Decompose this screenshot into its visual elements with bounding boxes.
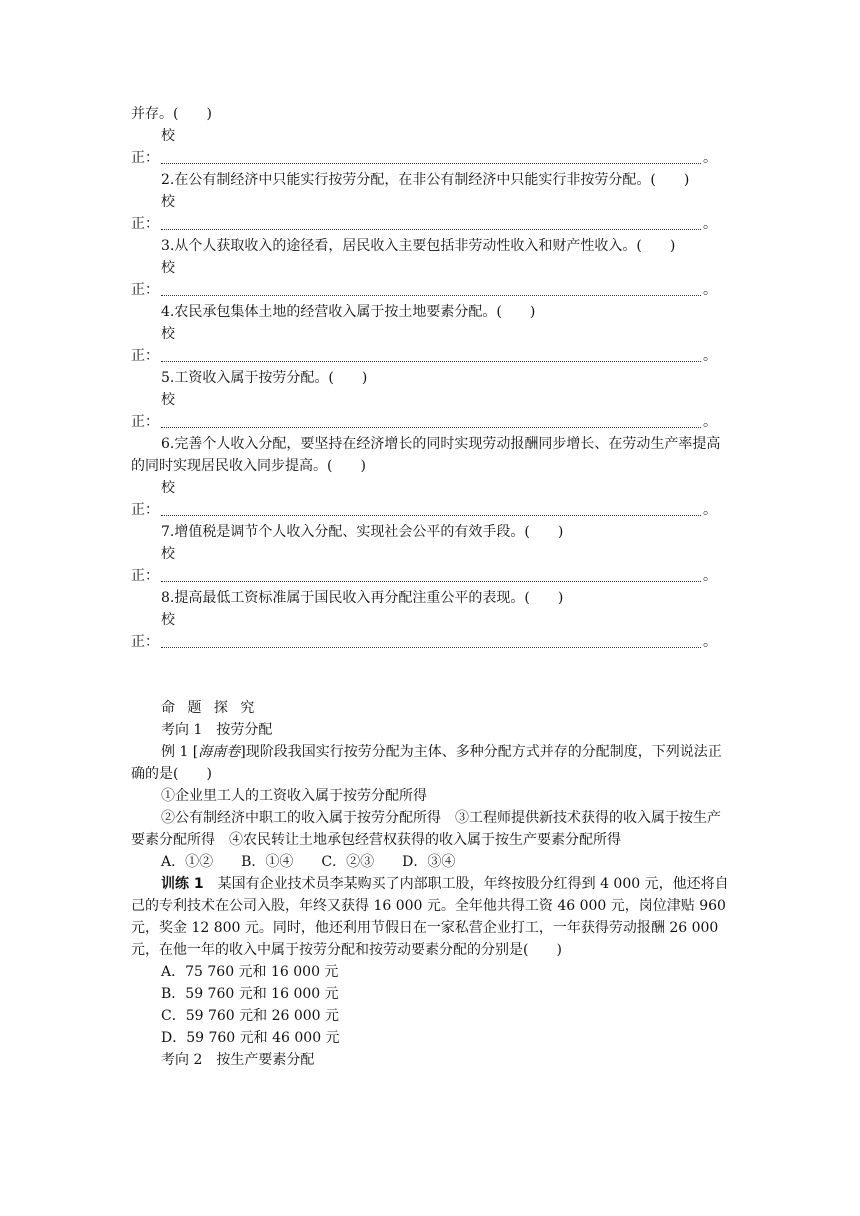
training-1-option-c: C．59 760 元和 26 000 元 <box>161 1008 340 1024</box>
correction-end: 。 <box>703 282 717 298</box>
correction-prefix: 正： <box>131 568 159 584</box>
statement-7: 7.增值税是调节个人收入分配、实现社会公平的有效手段。( ) <box>161 524 564 540</box>
correction-end: 。 <box>703 634 717 650</box>
dotted-answer-line <box>161 163 701 164</box>
correction-label-2: 校 <box>161 194 175 210</box>
example-1-source: 海南卷 <box>198 744 241 760</box>
correction-prefix: 正： <box>131 502 159 518</box>
correction-line-1[interactable] <box>131 147 717 169</box>
correction-prefix: 正： <box>131 414 159 430</box>
correction-label-3: 校 <box>161 260 175 276</box>
example-1-prefix: 例 1 [ <box>161 744 199 760</box>
correction-end: 。 <box>703 414 717 430</box>
correction-prefix: 正： <box>131 634 159 650</box>
correction-line-8[interactable] <box>131 631 717 653</box>
dotted-answer-line <box>161 647 701 648</box>
dotted-answer-line <box>161 427 701 428</box>
dotted-answer-line <box>161 361 701 362</box>
correction-label-7: 校 <box>161 546 175 562</box>
correction-prefix: 正： <box>131 150 159 166</box>
dotted-answer-line <box>161 581 701 582</box>
dotted-answer-line <box>161 295 701 296</box>
correction-label-8: 校 <box>161 612 175 628</box>
statement-6: 6.完善个人收入分配，要坚持在经济增长的同时实现劳动报酬同步增长、在劳动生产率提高的同时实现居民收入同步提高。( ) <box>131 436 721 474</box>
training-1-option-a: A．75 760 元和 16 000 元 <box>161 964 339 980</box>
correction-end: 。 <box>703 150 717 166</box>
correction-end: 。 <box>703 216 717 232</box>
correction-line-7[interactable] <box>131 565 717 587</box>
training-1-label: 训练 1 <box>161 876 204 892</box>
dotted-answer-line <box>161 515 701 516</box>
correction-label-5: 校 <box>161 392 175 408</box>
correction-line-4[interactable] <box>131 345 717 367</box>
correction-line-5[interactable] <box>131 411 717 433</box>
statement-1-fragment: 并存。( ) <box>131 106 212 122</box>
section-heading: 命 题 探 究 <box>161 700 259 716</box>
example-1-text: ]现阶段我国实行按劳分配为主体、多种分配方式并存的分配制度，下列说法正确的是( ) <box>131 744 722 782</box>
statement-3: 3.从个人获取收入的途径看，居民收入主要包括非劳动性收入和财产性收入。( ) <box>161 238 676 254</box>
statement-4: 4.农民承包集体土地的经营收入属于按土地要素分配。( ) <box>161 304 536 320</box>
direction-1-title: 考向 1 按劳分配 <box>161 722 273 738</box>
direction-2-title: 考向 2 按生产要素分配 <box>161 1052 315 1068</box>
section-gap <box>131 653 731 697</box>
training-1-text: 某国有企业技术员李某购买了内部职工股，年终按股分红得到 4 000 元，他还将自己的专利技术在公司入股，年终又获得 16 000 元。全年他共得工资 46 000 元，岗位津贴 960 元，奖金 12 800 元。同时，他还利用节假日在一家私营企业打工，一年获得劳动报酬 26 000 元，在他一年的收入中属于按劳分配和按劳动要素分配的分别是( ) <box>131 876 729 958</box>
statement-5: 5.工资收入属于按劳分配。( ) <box>161 370 368 386</box>
correction-end: 。 <box>703 502 717 518</box>
correction-line-2[interactable] <box>131 213 717 235</box>
correction-label-1: 校 <box>161 128 175 144</box>
dotted-answer-line <box>161 229 701 230</box>
example-1-stem <box>131 741 731 785</box>
correction-prefix: 正： <box>131 348 159 364</box>
document-content <box>131 103 731 1071</box>
training-1-stem <box>131 873 731 961</box>
correction-label-4: 校 <box>161 326 175 342</box>
example-1-items-2-4: ②公有制经济中职工的收入属于按劳分配所得 ③工程师提供新技术获得的收入属于按生产要素分配所得 ④农民转让土地承包经营权获得的收入属于按生产要素分配所得 <box>131 810 721 848</box>
correction-line-3[interactable] <box>131 279 717 301</box>
correction-line-6[interactable] <box>131 499 717 521</box>
correction-prefix: 正： <box>131 282 159 298</box>
example-1-options: A．①② B．①④ C．②③ D．③④ <box>161 854 456 870</box>
correction-prefix: 正： <box>131 216 159 232</box>
training-1-option-b: B．59 760 元和 16 000 元 <box>161 986 339 1002</box>
statement-2: 2.在公有制经济中只能实行按劳分配，在非公有制经济中只能实行非按劳分配。( ) <box>161 172 690 188</box>
correction-end: 。 <box>703 568 717 584</box>
example-1-item-1: ①企业里工人的工资收入属于按劳分配所得 <box>161 788 427 804</box>
training-1-option-d: D．59 760 元和 46 000 元 <box>161 1030 340 1046</box>
correction-label-6: 校 <box>161 480 175 496</box>
statement-8: 8.提高最低工资标准属于国民收入再分配注重公平的表现。( ) <box>161 590 564 606</box>
correction-end: 。 <box>703 348 717 364</box>
